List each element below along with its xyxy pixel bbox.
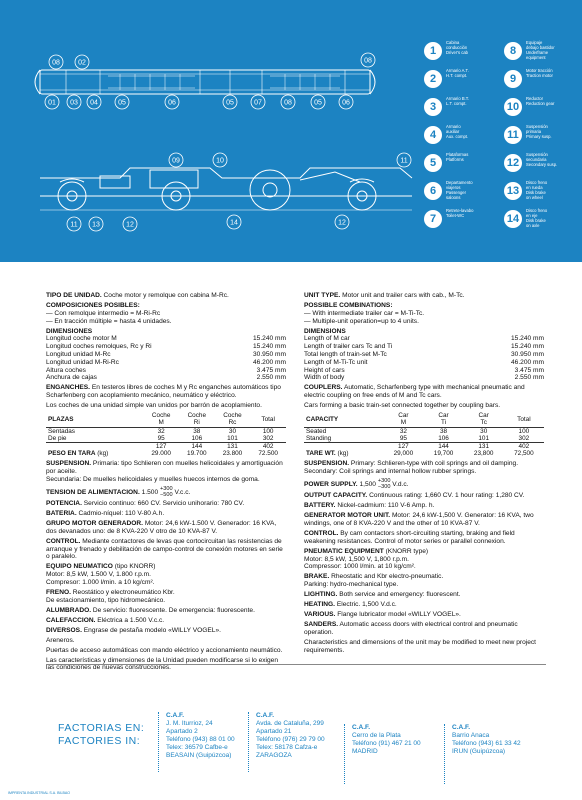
address-line: Avda. de Cataluña, 299 xyxy=(256,720,324,727)
legend-line: on wheel xyxy=(526,195,543,200)
callout-label: 07 xyxy=(254,99,262,107)
table-cell: 100 xyxy=(262,427,274,435)
column-header-line: Coche xyxy=(223,412,242,420)
capacity-table xyxy=(46,412,286,457)
dimension-row xyxy=(46,359,286,367)
column-header-line: Ti xyxy=(441,419,447,427)
tare-unit: (kg) xyxy=(97,450,109,458)
couplers-note: Los coches de una unidad simple van unidos por barrón de acoplamiento. xyxy=(46,402,262,410)
table-cell: 32 xyxy=(157,427,165,435)
legend-line: Secondary susp. xyxy=(526,162,558,167)
table-cell: 23,800 xyxy=(473,450,494,458)
column-header xyxy=(250,412,286,427)
callout-label: 10 xyxy=(216,157,224,165)
address-line: J. M. Iturrioz, 24 xyxy=(166,720,213,727)
column-header xyxy=(383,412,423,427)
closing-note: Las características y dimensiones de la Unidad pueden modificarse si lo exigen las condiciones de nuevas construcciones. xyxy=(46,656,279,672)
lighting: LIGHTING. Both service and emergency: fluorescent. xyxy=(304,591,461,599)
row-label xyxy=(304,450,383,457)
couplers: ENGANCHES. En testeros libres de coches M y Rc enganches automáticos tipo Scharfenberg con acoplamiento mecánico, neumático y eléctrico. xyxy=(46,384,281,400)
table-total-row xyxy=(46,442,286,450)
address-line: Barrio Anaca xyxy=(452,732,490,739)
factory-address xyxy=(352,724,421,756)
legend-number: 1 xyxy=(424,42,442,60)
legend-text xyxy=(526,208,578,228)
table-cell: 402 xyxy=(250,442,286,450)
table-cell: 30 xyxy=(480,427,488,435)
legend-line: Platforms xyxy=(446,157,464,162)
dimension-row xyxy=(304,367,544,375)
legend-number: 5 xyxy=(424,154,442,172)
dimension-value: 3.475 mm xyxy=(514,366,544,374)
suspension: SUSPENSION. Primary: Schlieren-type with coil springs and oil damping. Secondary: Coil springs and internal hollow rubber springs. xyxy=(304,460,519,476)
combinations: POSSIBLE COMBINATIONS: — With intermediate trailer car = M-Ti-Tc. — Multiple-unit operation=up to 4 units. xyxy=(304,301,425,325)
table-cell: 131 xyxy=(464,442,504,450)
column-header-line: M xyxy=(158,419,164,427)
company-name: C.A.F. xyxy=(256,712,275,719)
table-row xyxy=(304,427,544,435)
callout-label: 12 xyxy=(126,221,134,229)
dimension-label: Length of trailer cars Tc and Ti xyxy=(304,343,393,351)
doors: Puertas de acceso automáticas con mando eléctrico y accionamiento neumático. xyxy=(46,646,283,654)
unit-type: UNIT TYPE. Motor unit and trailer cars with cab., M-Tc. xyxy=(304,292,465,299)
legend-text xyxy=(446,68,498,78)
table-cell: 32 xyxy=(399,427,407,435)
table-cell: 101 xyxy=(227,434,238,442)
legend-line: Armario B.T. xyxy=(446,96,470,101)
legend-number: 3 xyxy=(424,98,442,116)
combinations: COMPOSICIONES POSIBLES: — Con remolque intermedio = M-Ri-Rc — En tracción múltiple = hasta 4 unidades. xyxy=(46,301,172,325)
legend-number: 4 xyxy=(424,126,442,144)
legend-line: Disco freno xyxy=(526,208,548,213)
control: CONTROL. By cam contactors short-circuiting starting, braking and field weakening resistances. Control of motor series or parallel connexion. xyxy=(304,530,515,545)
legend-text xyxy=(446,40,498,55)
row-label: De pie xyxy=(48,434,67,442)
callout-label: 08 xyxy=(364,57,372,65)
legend-item xyxy=(504,68,582,94)
output: POTENCIA. Servicio continuo: 660 CV. Servicio unihorario: 780 CV. xyxy=(46,500,245,508)
legend-line: Reduction gear xyxy=(526,101,555,106)
dimension-label: Longitud unidad M-Ri-Rc xyxy=(46,358,119,366)
company-name: C.A.F. xyxy=(352,724,371,731)
capacity-grid xyxy=(46,412,286,457)
address-line: Teléfono (943) 88 01 00 xyxy=(166,736,235,743)
factories-label-es: FACTORIAS EN: xyxy=(58,722,145,734)
legend-line: Underframe xyxy=(526,50,549,55)
address-separator xyxy=(248,712,249,772)
row-label xyxy=(46,450,143,457)
factories-label-en: FACTORIES IN: xyxy=(58,735,141,747)
legend-line: Motor tracción xyxy=(526,68,553,73)
legend-line: saloons xyxy=(446,195,461,200)
legend-line: Disco freno xyxy=(526,180,548,185)
callout-label: 11 xyxy=(400,157,408,165)
legend-line: Reductor xyxy=(526,96,543,101)
callout-label: 12 xyxy=(338,219,346,227)
column-header-line: Car xyxy=(438,412,449,420)
table-cell: 106 xyxy=(191,434,203,442)
legend-line: Equipaje xyxy=(526,40,543,45)
address-line: ZARAGOZA xyxy=(256,752,292,759)
legend-line: Disk brake xyxy=(526,190,546,195)
power-supply: TENSION DE ALIMENTACION. 1.500 +300 −500 V.c.c. xyxy=(46,485,191,498)
dimension-value: 46.200 mm xyxy=(511,358,544,366)
dimension-value: 2.550 mm xyxy=(256,374,286,382)
dimension-value: 15.240 mm xyxy=(511,343,544,351)
column-header xyxy=(464,412,504,427)
column-header-line: Car xyxy=(478,412,489,420)
row-label: Standing xyxy=(306,434,332,442)
address-separator xyxy=(444,724,445,784)
column-header-line: Coche xyxy=(187,412,207,420)
table-row xyxy=(46,427,286,435)
tare-label: TARE WT. xyxy=(306,450,336,458)
legend-line: equipment xyxy=(526,55,546,60)
legend-text xyxy=(446,124,498,139)
legend-line: Departamento xyxy=(446,180,473,185)
lighting: ALUMBRADO. De servicio: fluorescente. De emergencia: fluorescente. xyxy=(46,606,255,614)
table-cell: 38 xyxy=(439,427,448,435)
dimension-row xyxy=(46,351,286,359)
legend-item xyxy=(504,208,582,234)
callout-label: 08 xyxy=(284,99,292,107)
legend-number: 8 xyxy=(504,42,522,60)
column-header xyxy=(504,412,544,427)
closing-note: Characteristics and dimensions of the unit may be modified to meet new project requirements. xyxy=(304,638,536,654)
legend-text xyxy=(446,152,498,162)
tare-row xyxy=(46,450,286,457)
dimensions: DIMENSIONES Longitud coche motor M 15.240 mm Longitud coches remolques, Rc y Ri 15.240 mm Longitud unidad M-Rc 30.950 mm Longitud unidad M-Ri-Rc 46.200 mm Altura coches 3.475 mm Anchura de cajas 2.550 mm xyxy=(46,327,286,382)
dimension-label: Anchura de cajas xyxy=(46,374,97,382)
table-cell: 100 xyxy=(518,427,530,435)
table-header-row xyxy=(46,412,286,427)
dimension-label: Altura coches xyxy=(46,366,86,374)
generator: GENERATOR MOTOR UNIT. Motor: 24,6 kW-1,500 V. Generator: 16 KVA, two windings, one of 8 KVA-220 V and the other of 10 KVA-87 V. xyxy=(304,512,534,528)
column-header-line: Total xyxy=(261,415,275,423)
legend-text xyxy=(526,40,578,60)
legend-text xyxy=(526,152,578,167)
suspension: SUSPENSION. Primaria: tipo Schlieren con muelles helicoidales y amortiguación por aceite. Secundaria: De muelles helicoidales y muelles huecos internos de goma. xyxy=(46,460,283,483)
legend-line: Armario A.T. xyxy=(446,68,469,73)
legend-item xyxy=(504,152,582,178)
table-cell: 402 xyxy=(504,442,544,450)
callout-label: 05 xyxy=(314,99,322,107)
legend-line: L.T. compt. xyxy=(446,101,467,106)
legend-line: conducción xyxy=(446,45,468,50)
table-total-row xyxy=(304,442,544,450)
brake: FRENO. Reostático y electroneumático Kbr. De estacionamiento, tipo hidromecánico. xyxy=(46,588,175,604)
column-header-line: M xyxy=(400,419,407,427)
various: DIVERSOS. Engrase de pestaña modelo «WILLY VOGEL». xyxy=(46,626,221,634)
dimension-label: Length of M car xyxy=(304,335,350,343)
output: OUTPUT CAPACITY. Continuous rating: 1,660 CV. 1 hour rating: 1,280 CV. xyxy=(304,492,525,500)
table-cell: 131 xyxy=(215,442,251,450)
dimensions: DIMENSIONS Length of M car 15.240 mm Length of trailer cars Tc and Ti 15.240 mm Total length of train-set M-Tc 30.950 mm Length of M-Ti-Tc unit 46.200 mm Height of cars 3.475 mm Width of body 2.550 mm xyxy=(304,327,544,382)
table-cell: 127 xyxy=(383,442,423,450)
battery: BATERIA. Cadmio-níquel: 110 V-80 A.h. xyxy=(46,510,165,518)
company-name: C.A.F. xyxy=(166,712,185,719)
callout-label: 05 xyxy=(118,99,126,107)
company-name: C.A.F. xyxy=(452,724,471,731)
table-cell: 127 xyxy=(143,442,179,450)
callout-label: 01 xyxy=(48,99,56,107)
dimension-label: Length of M-Ti-Tc unit xyxy=(304,358,368,366)
table-cell: 144 xyxy=(423,442,463,450)
brake: BRAKE. Rheostatic and Kbr electro-pneumatic. Parking: hydro-mechanical type. xyxy=(304,573,444,589)
legend-item xyxy=(504,40,582,66)
dimension-value: 15.240 mm xyxy=(253,343,286,351)
legend-line: Passenger xyxy=(446,190,467,195)
table-cell: 144 xyxy=(179,442,215,450)
legend-line: Suspensión xyxy=(526,124,548,129)
legend-number: 9 xyxy=(504,70,522,88)
address-line: IRUN (Guipúzcoa) xyxy=(452,748,506,755)
address-line: Telex: 58178 Cafza-e xyxy=(256,744,318,751)
callout-label: 04 xyxy=(90,99,98,107)
capacity-table xyxy=(304,412,544,457)
column-header xyxy=(423,412,463,427)
table-cell: 101 xyxy=(478,434,490,442)
column-header xyxy=(215,412,251,427)
column-header-line: Tc xyxy=(480,419,487,427)
callout-label: 06 xyxy=(342,99,350,107)
heating: CALEFACCION. Eléctrica a 1.500 V.c.c. xyxy=(46,616,165,624)
address-line: Teléfono (943) 61 33 42 xyxy=(452,740,521,747)
legend-number: 13 xyxy=(504,182,522,200)
legend-number: 10 xyxy=(504,98,522,116)
address-line: Apartado 21 xyxy=(256,728,292,735)
callout-label: 08 xyxy=(52,59,60,67)
legend-number: 11 xyxy=(504,126,522,144)
couplers: COUPLERS. Automatic, Scharfenberg type with mechanical pneumatic and electric coupling on free ends of M and Tc cars. xyxy=(304,384,525,400)
dimension-row xyxy=(304,343,544,351)
dimension-value: 30.950 mm xyxy=(511,350,544,358)
address-line: Apartado 2 xyxy=(166,728,198,735)
legend-line: Suspensión xyxy=(526,152,548,157)
tare-row xyxy=(304,450,544,457)
dimension-row xyxy=(304,351,544,359)
footer-divider xyxy=(46,664,546,665)
legend-line: Disk brake xyxy=(526,218,546,223)
table-cell: 19,700 xyxy=(433,450,454,458)
legend-line: viajeros xyxy=(446,185,461,190)
legend-number: 2 xyxy=(424,70,442,88)
callout-label: 13 xyxy=(92,221,100,229)
legend-text xyxy=(526,96,578,106)
dimension-row xyxy=(46,335,286,343)
legend-line: en eje xyxy=(526,213,538,218)
table-header-row xyxy=(304,412,544,427)
address-line: Teléfono (976) 29 79 00 xyxy=(256,736,325,743)
dimension-row xyxy=(304,335,544,343)
column-header-line: Total xyxy=(517,415,531,423)
dimension-row xyxy=(46,374,286,382)
column-header-line: Ri xyxy=(193,419,200,427)
power-supply: POWER SUPPLY. 1,500 +300 −300 V.d.c. xyxy=(304,478,409,491)
legend-number: 7 xyxy=(424,210,442,228)
column-header-line: Coche xyxy=(151,412,171,420)
legend-line: secundaria xyxy=(526,157,547,162)
various: VARIOUS. Flange lubricator model «WILLY VOGEL». xyxy=(304,611,461,619)
legend-line: Armario xyxy=(446,124,461,129)
legend-item xyxy=(504,124,582,150)
dimension-row xyxy=(304,374,544,382)
printer-imprint: IMPRENTA INDUSTRIAL S.A. BILBAO xyxy=(8,791,71,795)
address-line: Telex: 36579 Cafbe-e xyxy=(166,744,228,751)
spec-column-es xyxy=(46,292,286,674)
pneumatic: EQUIPO NEUMATICO (tipo KNORR) Motor: 8,5 kW, 1.500 V, 1.800 r.p.m. Compresor: 1.000 l/min. a 10 kg/cm². xyxy=(46,563,156,586)
sanders: Areneros. xyxy=(46,636,75,644)
couplers-note: Cars forming a basic train-set connected together by coupling bars. xyxy=(304,402,501,410)
blueprint-panel xyxy=(0,0,582,262)
legend-line: en rueda xyxy=(526,185,543,190)
heating: HEATING. Electric. 1,500 V.d.c. xyxy=(304,601,397,609)
spec-column-en xyxy=(304,292,544,657)
address-line: Cerro de la Plata xyxy=(352,732,401,739)
row-label xyxy=(46,442,143,450)
unit-type: TIPO DE UNIDAD. Coche motor y remolque con cabina M-Rc. xyxy=(46,292,229,299)
table-cell: 38 xyxy=(193,427,201,435)
column-header xyxy=(143,412,179,427)
table-cell: 23.800 xyxy=(222,450,243,458)
tare-unit: (kg) xyxy=(337,450,349,458)
legend-text xyxy=(526,68,578,78)
capacity-grid xyxy=(304,412,544,457)
dimension-label: Longitud unidad M-Rc xyxy=(46,350,111,358)
sanders: SANDERS. Automatic access doors with electrical control and pneumatic operation. xyxy=(304,621,518,636)
dimension-value: 46.200 mm xyxy=(253,358,286,366)
row-label xyxy=(304,442,383,450)
dimension-value: 15.240 mm xyxy=(511,335,544,343)
column-header xyxy=(179,412,215,427)
table-cell: 29,000 xyxy=(393,450,414,458)
legend-number: 12 xyxy=(504,154,522,172)
dimension-label: Longitud coches remolques, Rc y Ri xyxy=(46,343,152,351)
callout-label: 06 xyxy=(168,99,176,107)
dimension-value: 2.550 mm xyxy=(514,374,544,382)
dimension-row xyxy=(46,367,286,375)
dimension-label: Total length of train-set M-Tc xyxy=(304,350,387,358)
dimension-value: 3.475 mm xyxy=(256,366,286,374)
address-separator xyxy=(158,712,159,772)
table-cell: 29.000 xyxy=(151,450,171,458)
legend-line: primaria xyxy=(526,129,542,134)
factory-address xyxy=(166,712,235,760)
legend-line: Traction motor xyxy=(526,73,553,78)
address-line: MADRID xyxy=(352,748,378,755)
callout-label: 02 xyxy=(78,59,86,67)
legend-item xyxy=(504,180,582,206)
factory-address xyxy=(452,724,521,756)
dimension-value: 30.950 mm xyxy=(253,350,286,358)
dimension-label: Width of body xyxy=(304,374,345,382)
legend-text xyxy=(446,180,498,200)
dimension-label: Longitud coche motor M xyxy=(46,335,117,343)
legend-line: auxiliar xyxy=(446,129,460,134)
address-separator xyxy=(344,724,345,784)
legend-text xyxy=(446,96,498,106)
dimension-label: Height of cars xyxy=(304,366,345,374)
table-cell: 302 xyxy=(262,434,274,442)
legend-text xyxy=(446,208,498,218)
column-header-line: Rc xyxy=(228,419,237,427)
legend-text xyxy=(526,124,578,139)
table-row xyxy=(46,435,286,443)
legend-line: H.T. compt. xyxy=(446,73,468,78)
footer xyxy=(0,664,582,800)
dimension-row xyxy=(46,343,286,351)
legend-line: on axle xyxy=(526,223,540,228)
callout-label: 11 xyxy=(70,221,78,229)
legend-line: Aux. compt. xyxy=(446,134,469,139)
legend-line: Toilet-WC xyxy=(446,213,465,218)
callout-label: 05 xyxy=(226,99,234,107)
legend-line: Driver's cab xyxy=(446,50,468,55)
battery: BATTERY. Nickel-cadmium: 110 V-6 Amp. h. xyxy=(304,502,435,510)
legend-number: 6 xyxy=(424,182,442,200)
row-label: Seated xyxy=(306,427,327,435)
pneumatic: PNEUMATIC EQUIPMENT (KNORR type) Motor: 8,5 kW, 1,500 V, 1,800 r.p.m. Compressor: 1000 l/min. at 10 kg/cm². xyxy=(304,547,429,571)
legend-line: Cabina xyxy=(446,40,460,45)
dimension-row xyxy=(304,359,544,367)
legend-line: Plataformas xyxy=(446,152,469,157)
column-header-line: Car xyxy=(398,412,409,420)
callout-label: 09 xyxy=(172,157,180,165)
legend-item xyxy=(504,96,582,122)
legend-line: Retrete-lavabo xyxy=(446,208,474,213)
table-cell: 302 xyxy=(518,434,530,442)
address-line: Teléfono (91) 467 21 00 xyxy=(352,740,421,747)
control: CONTROL. Mediante contactores de levas que cortocircuitan las resistencias de arranque y frenado y debilitación de campo-control de conexión motores en serie o paralelo. xyxy=(46,537,283,561)
dimension-value: 15.240 mm xyxy=(253,335,286,343)
table-title: PLAZAS xyxy=(46,412,143,427)
address-line: BEASAIN (Guipúzcoa) xyxy=(166,752,232,759)
table-cell: 95 xyxy=(399,434,407,442)
table-row xyxy=(304,435,544,443)
legend-text xyxy=(526,180,578,200)
table-cell: 95 xyxy=(157,434,165,442)
table-cell: 106 xyxy=(438,434,449,442)
row-label: Sentadas xyxy=(48,427,76,435)
generator: GRUPO MOTOR GENERADOR. Motor: 24,6 kW-1.500 V. Generador: 16 KVA, dos devanados uno: de 8 KVA-220 V otro de 10 KVA-87 V. xyxy=(46,520,277,535)
legend-number: 14 xyxy=(504,210,522,228)
table-cell: 19.700 xyxy=(187,450,207,458)
table-title: CAPACITY xyxy=(304,412,383,427)
table-cell: 30 xyxy=(228,427,237,435)
table-cell: 72,500 xyxy=(514,450,534,458)
tare-label: PESO EN TARA xyxy=(48,450,96,458)
legend-line: debajo bastidor xyxy=(526,45,555,50)
callout-label: 03 xyxy=(70,99,78,107)
factory-address xyxy=(256,712,325,760)
legend-line: Primary susp. xyxy=(526,134,552,139)
table-cell: 72.500 xyxy=(258,450,278,458)
callout-label: 14 xyxy=(230,219,238,227)
